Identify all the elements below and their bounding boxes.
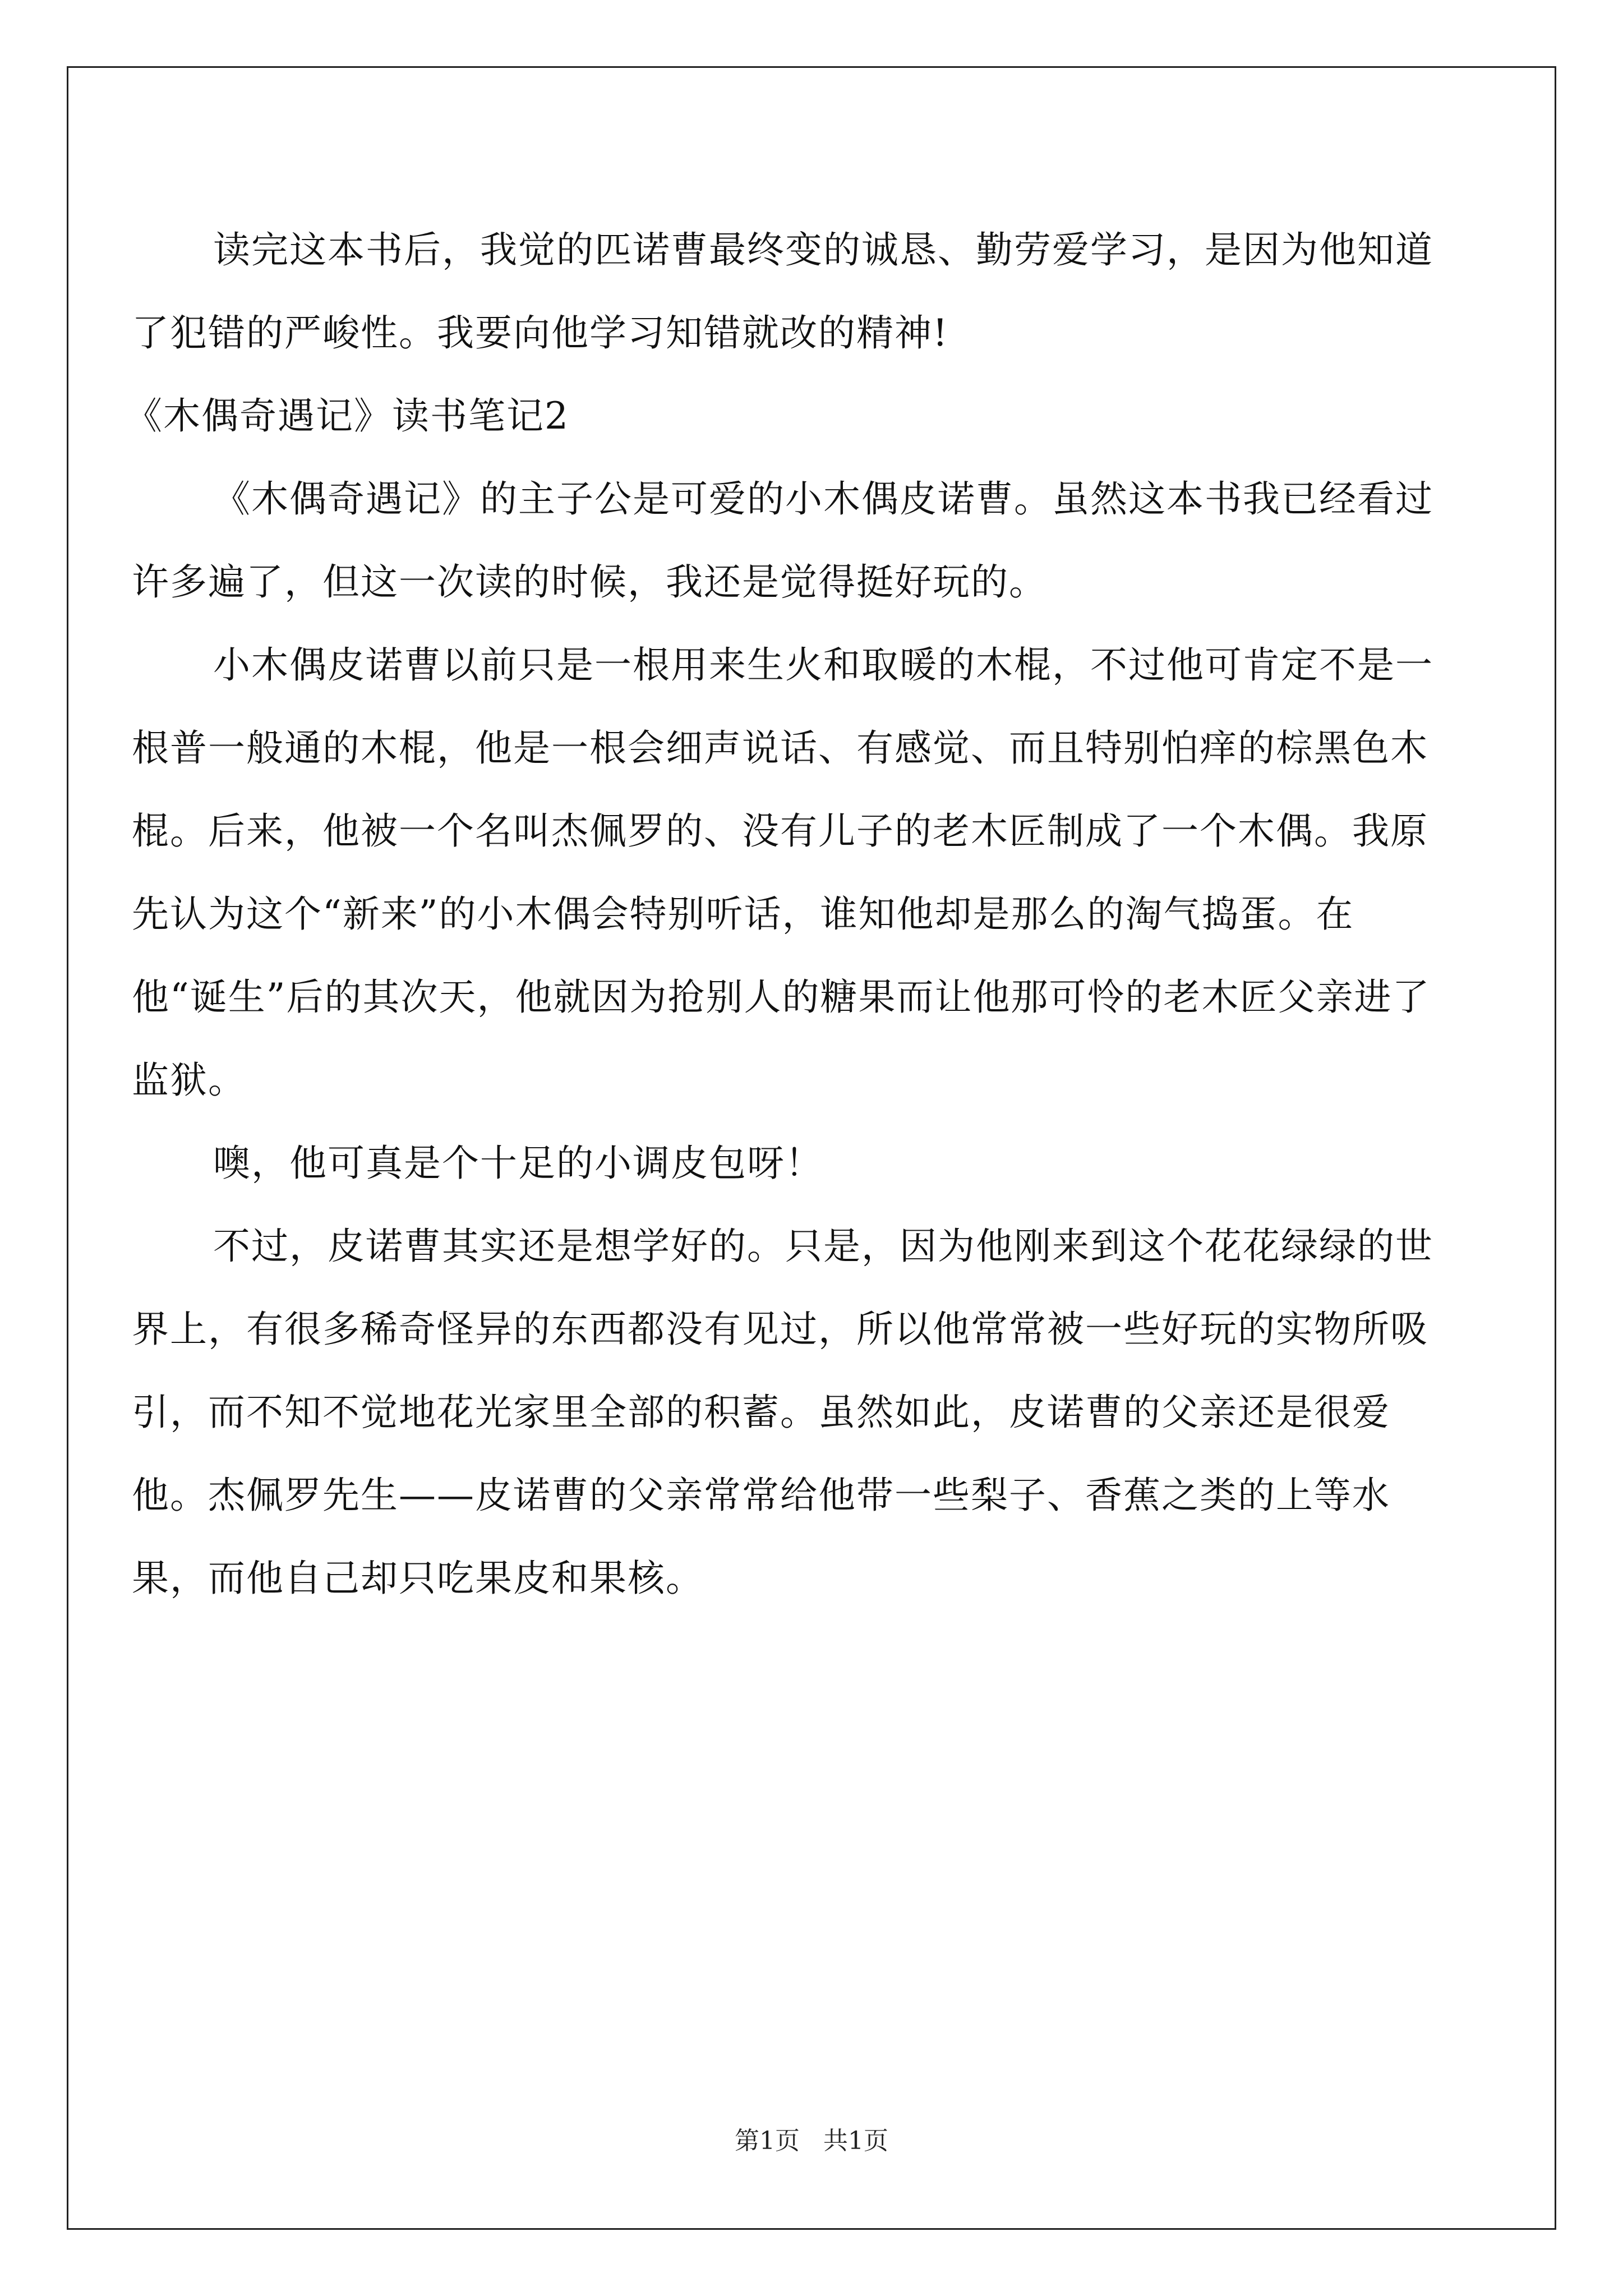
- paragraph-intro: 《木偶奇遇记》的主子公是可爱的小木偶皮诺曹。虽然这本书我已经看过许多遍了，但这一次读的时候，我还是觉得挺好玩的。: [132, 477, 1433, 604]
- page-number: 第1页: [735, 2127, 800, 2155]
- document-body: [125, 209, 1444, 1620]
- section-heading: 《木偶奇遇记》读书笔记2: [125, 394, 569, 438]
- page-footer: [0, 2120, 1623, 2156]
- paragraph-origin: 小木偶皮诺曹以前只是一根用来生火和取暖的木棍，不过他可肯定不是一根普一般通的木棍，他是一根会细声说话、有感觉、而且特别怕痒的棕黑色木棍。后来，他被一个名叫杰佩罗的、没有儿子的老木匠制成了一个木偶。我原先认为这个“新来”的小木偶会特别听话，谁知他却是那么的淘气捣蛋。在他“诞生”后的其次天，他就因为抢别人的糖果而让他那可怜的老木匠父亲进了监狱。: [132, 643, 1433, 1102]
- paragraph-father: 不过，皮诺曹其实还是想学好的。只是，因为他刚来到这个花花绿绿的世界上，有很多稀奇怪异的东西都没有见过，所以他常常被一些好玩的实物所吸引，而不知不觉地花光家里全部的积蓄。虽然如此，皮诺曹的父亲还是很爱他。杰佩罗先生——皮诺曹的父亲常常给他带一些梨子、香蕉之类的上等水果，而他自己却只吃果皮和果核。: [132, 1225, 1433, 1600]
- page-total: 共1页: [823, 2127, 888, 2155]
- paragraph-exclamation: 噢，他可真是个十足的小调皮包呀！: [213, 1142, 823, 1185]
- paragraph-conclusion: 读完这本书后，我觉的匹诺曹最终变的诚恳、勤劳爱学习，是因为他知道了犯错的严峻性。我要向他学习知错就改的精神!: [132, 228, 1433, 355]
